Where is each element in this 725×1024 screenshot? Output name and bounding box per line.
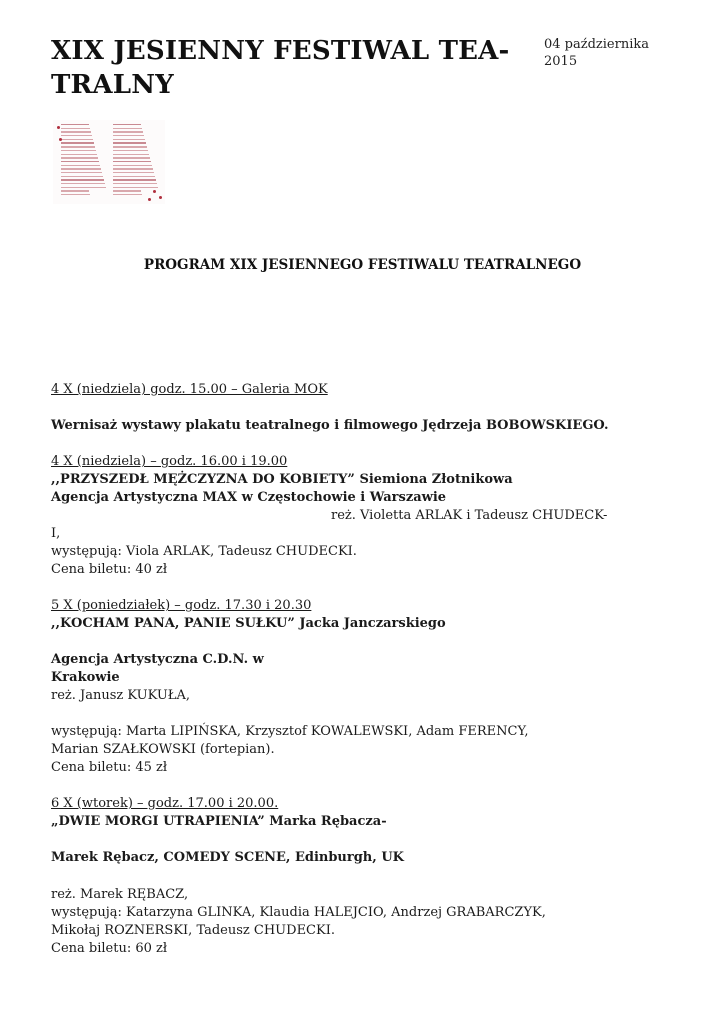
poster-text-line xyxy=(61,135,92,136)
event-2-director-line-2: I, xyxy=(51,526,61,541)
event-3-date: 5 X (poniedziałek) – godz. 17.30 i 20.30 xyxy=(51,598,312,613)
poster-text-line xyxy=(61,157,98,158)
event-3-cast-line-1: występują: Marta LIPIŃSKA, Krzysztof KOWALEWSKI, Adam FERENCY, xyxy=(51,724,529,739)
poster-text-line xyxy=(61,165,100,166)
poster-text-line xyxy=(113,157,150,158)
event-2-company: Agencja Artystyczna MAX w Częstochowie i Warszawie xyxy=(51,490,447,505)
poster-text-line xyxy=(61,139,93,140)
page-title-line-2: TRALNY xyxy=(51,70,174,100)
page-title xyxy=(51,34,521,102)
poster-text-line xyxy=(61,172,102,173)
poster-text-line xyxy=(113,172,154,173)
poster-text-line xyxy=(113,179,156,180)
poster-text-line xyxy=(113,161,151,162)
poster-text-line xyxy=(113,183,157,184)
event-2-director-line-1: reż. Violetta ARLAK i Tadeusz CHUDECK- xyxy=(331,508,608,523)
poster-text-line xyxy=(113,190,141,191)
poster-ornament xyxy=(57,126,60,129)
poster-text-line xyxy=(61,150,96,151)
poster-text-line xyxy=(61,194,90,195)
poster-text-line xyxy=(61,190,89,191)
poster-text-line xyxy=(113,165,152,166)
event-1-date: 4 X (niedziela) godz. 15.00 – Galeria MOK xyxy=(51,382,328,397)
event-3-company-line-1: Agencja Artystyczna C.D.N. w xyxy=(51,652,264,667)
event-4-cast-line-1: występują: Katarzyna GLINKA, Klaudia HALEJCIO, Andrzej GRABARCZYK, xyxy=(51,905,546,920)
event-4-title: „DWIE MORGI UTRAPIENIA” Marka Rębacza- xyxy=(51,814,387,829)
event-4-date: 6 X (wtorek) – godz. 17.00 i 20.00. xyxy=(51,796,279,811)
publication-date-line-1: 04 października xyxy=(544,37,649,52)
poster-text-line xyxy=(61,154,97,155)
poster-text-line xyxy=(113,124,141,125)
poster-text-line xyxy=(61,146,95,147)
event-2-date: 4 X (niedziela) – godz. 16.00 i 19.00 xyxy=(51,454,288,469)
event-3-company-line-2: Krakowie xyxy=(51,670,120,685)
event-4-company: Marek Rębacz, COMEDY SCENE, Edinburgh, UK xyxy=(51,850,404,865)
poster-text-line xyxy=(113,128,142,129)
poster-column-right xyxy=(113,124,159,198)
poster-text-line xyxy=(61,179,104,180)
poster-text-line xyxy=(113,146,147,147)
poster-text-line xyxy=(113,150,148,151)
poster-text-line xyxy=(61,183,105,184)
poster-text-line xyxy=(61,128,90,129)
event-4-price: Cena biletu: 60 zł xyxy=(51,941,168,956)
poster-text-line xyxy=(113,135,144,136)
poster-text-line xyxy=(61,168,101,169)
poster-text-line xyxy=(113,154,149,155)
program-content xyxy=(51,381,611,958)
poster-ornament xyxy=(153,190,156,193)
poster-text-line xyxy=(61,187,106,188)
poster-text-line xyxy=(113,168,153,169)
program-heading: PROGRAM XIX JESIENNEGO FESTIWALU TEATRALNEGO xyxy=(143,257,582,273)
event-1-title: Wernisaż wystawy plakatu teatralnego i filmowego Jędrzeja BOBOWSKIEGO. xyxy=(51,418,609,433)
event-2-title: ,,PRZYSZEDŁ MĘŻCZYZNA DO KOBIETY” Siemiona Złotnikowa xyxy=(51,472,513,487)
poster-text-line xyxy=(113,142,146,143)
poster-text-line xyxy=(61,124,89,125)
poster-text-line xyxy=(61,161,99,162)
poster-ornament xyxy=(159,196,162,199)
poster-text-line xyxy=(61,142,94,143)
event-3-director: reż. Janusz KUKUŁA, xyxy=(51,688,191,703)
event-4-director: reż. Marek RĘBACZ, xyxy=(51,887,189,902)
program-poster-thumbnail[interactable] xyxy=(53,120,165,204)
event-2-price: Cena biletu: 40 zł xyxy=(51,562,168,577)
poster-text-line xyxy=(113,139,145,140)
poster-text-line xyxy=(113,187,158,188)
poster-ornament xyxy=(59,138,62,141)
poster-ornament xyxy=(148,198,151,201)
poster-column-left xyxy=(61,124,107,198)
poster-text-line xyxy=(61,176,103,177)
event-3-price: Cena biletu: 45 zł xyxy=(51,760,168,775)
event-3-cast-line-2: Marian SZAŁKOWSKI (fortepian). xyxy=(51,742,275,757)
publication-date-line-2: 2015 xyxy=(544,54,578,69)
poster-text-line xyxy=(113,176,155,177)
publication-date xyxy=(544,36,684,70)
poster-text-line xyxy=(113,131,143,132)
page-title-line-1: XIX JESIENNY FESTIWAL TEA- xyxy=(51,36,510,66)
event-3-title: ,,KOCHAM PANA, PANIE SUŁKU” Jacka Janczarskiego xyxy=(51,616,446,631)
poster-text-line xyxy=(113,194,142,195)
poster-text-line xyxy=(61,131,91,132)
event-4-cast-line-2: Mikołaj ROZNERSKI, Tadeusz CHUDECKI. xyxy=(51,923,335,938)
event-2-cast: występują: Viola ARLAK, Tadeusz CHUDECKI. xyxy=(51,544,357,559)
